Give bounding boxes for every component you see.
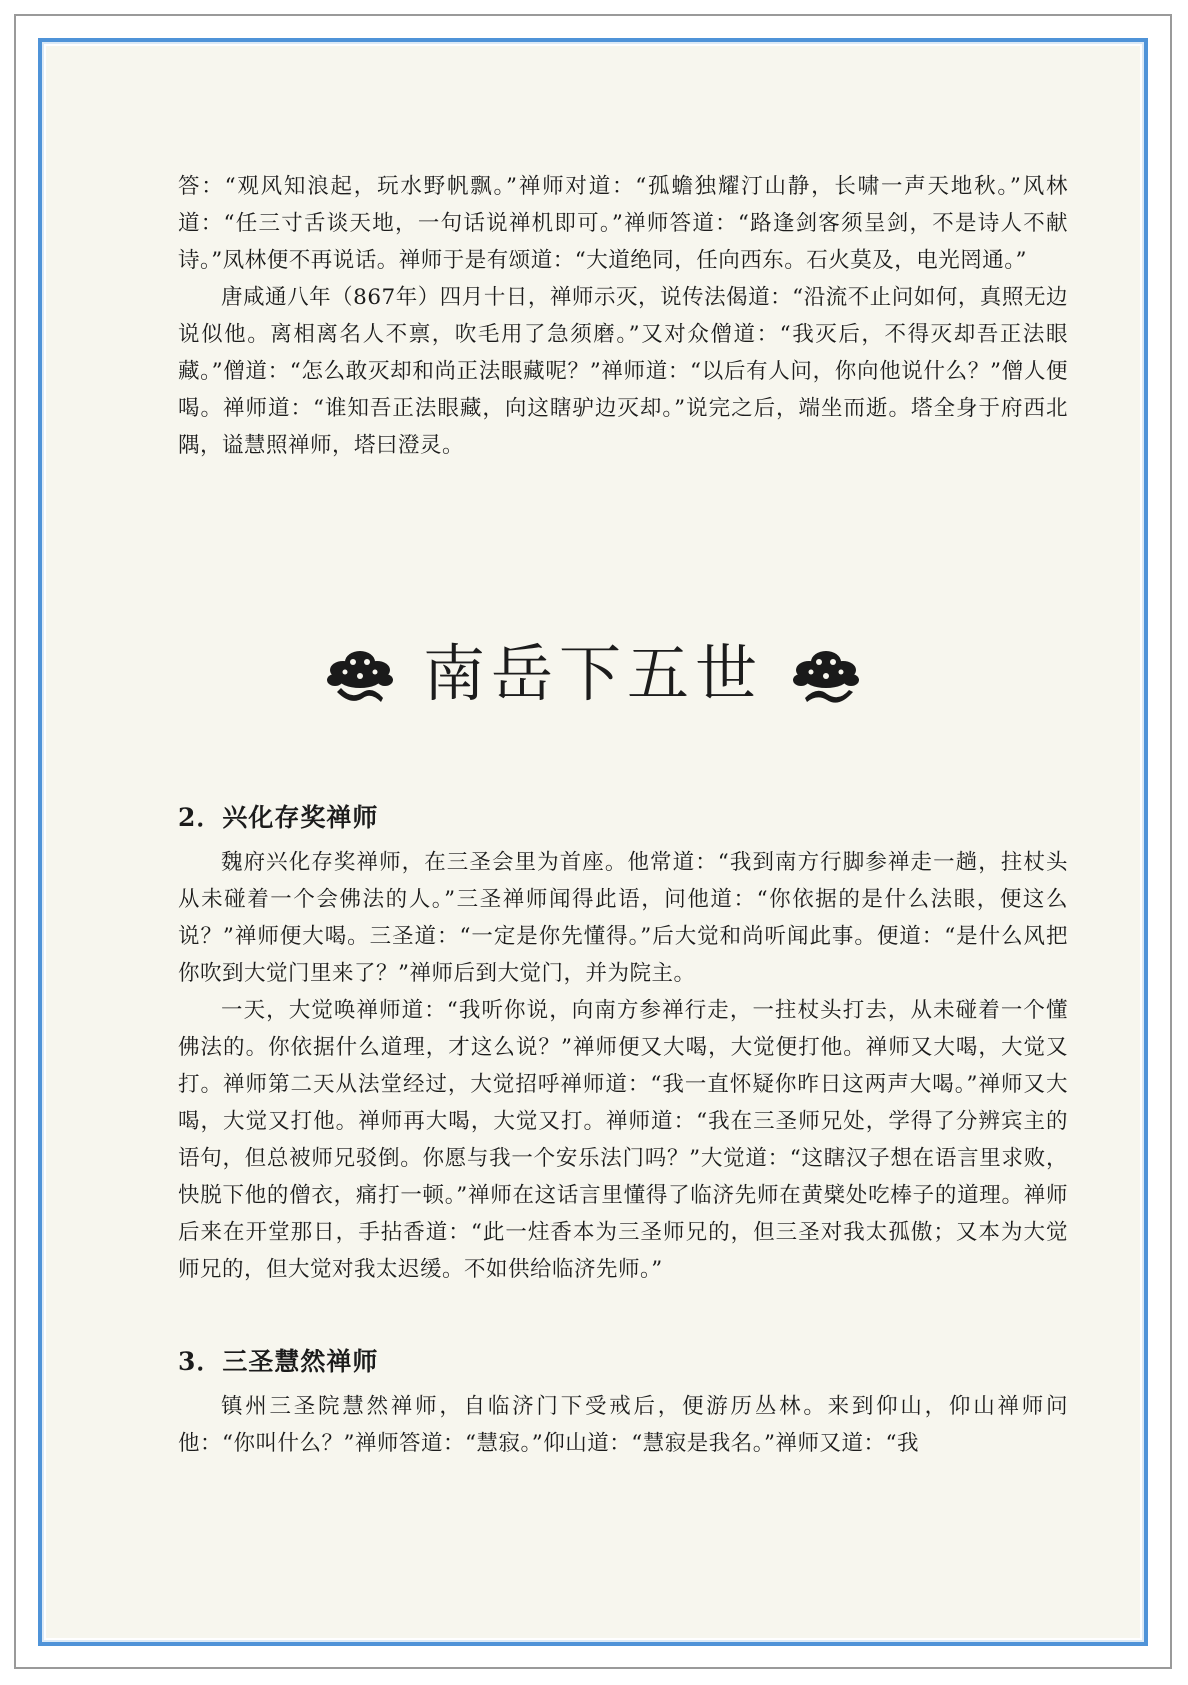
top-text-block bbox=[178, 168, 1068, 464]
paragraph: 镇州三圣院慧然禅师，自临济门下受戒后，便游历丛林。来到仰山，仰山禅师问他：“你叫什么？”禅师答道：“慧寂。”仰山道：“慧寂是我名。”禅师又道：“我 bbox=[178, 1394, 1068, 1456]
document-page bbox=[46, 46, 1140, 1638]
entry-heading: 2．兴化存奖禅师 bbox=[178, 803, 379, 832]
paragraph: 魏府兴化存奖禅师，在三圣会里为首座。他常道：“我到南方行脚参禅走一趟，拄杖头从未碰着一个会佛法的人。”三圣禅师闻得此语，问他道：“你依据的是什么法眼，便这么说？”禅师便大喝。三圣道：“一定是你先懂得。”后大觉和尚听闻此事。便道：“是什么风把你吹到大觉门里来了？”禅师后到大觉门，并为院主。 bbox=[178, 850, 1068, 986]
paragraph: 一天，大觉唤禅师道：“我听你说，向南方参禅行走，一拄杖头打去，从未碰着一个懂佛法的。你依据什么道理，才这么说？”禅师便又大喝，大觉便打他。禅师又大喝，大觉又打。禅师第二天从法堂经过，大觉招呼禅师道：“我一直怀疑你昨日这两声大喝。”禅师又大喝，大觉又打他。禅师再大喝，大觉又打。禅师道：“我在三圣师兄处，学得了分辨宾主的语句，但总被师兄驳倒。你愿与我一个安乐法门吗？”大觉道：“这瞎汉子想在语言里求败，快脱下他的僧衣，痛打一顿。”禅师在这话言里懂得了临济先师在黄檗处吃棒子的道理。禅师后来在开堂那日，手拈香道：“此一炷香本为三圣师兄的，但三圣对我太孤傲；又本为大觉师兄的，但大觉对我太迟缓。不如供给临济先师。” bbox=[178, 998, 1068, 1282]
entry-text-block bbox=[178, 1388, 1068, 1462]
section-title: 南岳下五世 bbox=[422, 637, 763, 710]
entry-heading: 3．三圣慧然禅师 bbox=[178, 1347, 379, 1376]
cloud-ornament-left-icon bbox=[323, 640, 397, 708]
section-banner bbox=[46, 634, 1140, 714]
paragraph: 答：“观风知浪起，玩水野帆飘。”禅师对道：“孤蟾独耀汀山静，长啸一声天地秋。”风林道：“任三寸舌谈天地，一句话说禅机即可。”禅师答道：“路逢剑客须呈剑，不是诗人不献诗。”凤林便不再说话。禅师于是有颂道：“大道绝同，任向西东。石火莫及，电光罔通。” bbox=[178, 174, 1068, 273]
paragraph: 唐咸通八年（867年）四月十日，禅师示灭，说传法偈道：“沿流不止问如何，真照无边说似他。离相离名人不禀，吹毛用了急须磨。”又对众僧道：“我灭后，不得灭却吾正法眼藏。”僧道：“怎么敢灭却和尚正法眼藏呢？”禅师道：“以后有人问，你向他说什么？”僧人便喝。禅师道：“谁知吾正法眼藏，向这瞎驴边灭却。”说完之后，端坐而逝。塔全身于府西北隅，谥慧照禅师，塔曰澄灵。 bbox=[178, 285, 1068, 458]
entry-text-block bbox=[178, 844, 1068, 1288]
cloud-ornament-right-icon bbox=[789, 640, 863, 708]
